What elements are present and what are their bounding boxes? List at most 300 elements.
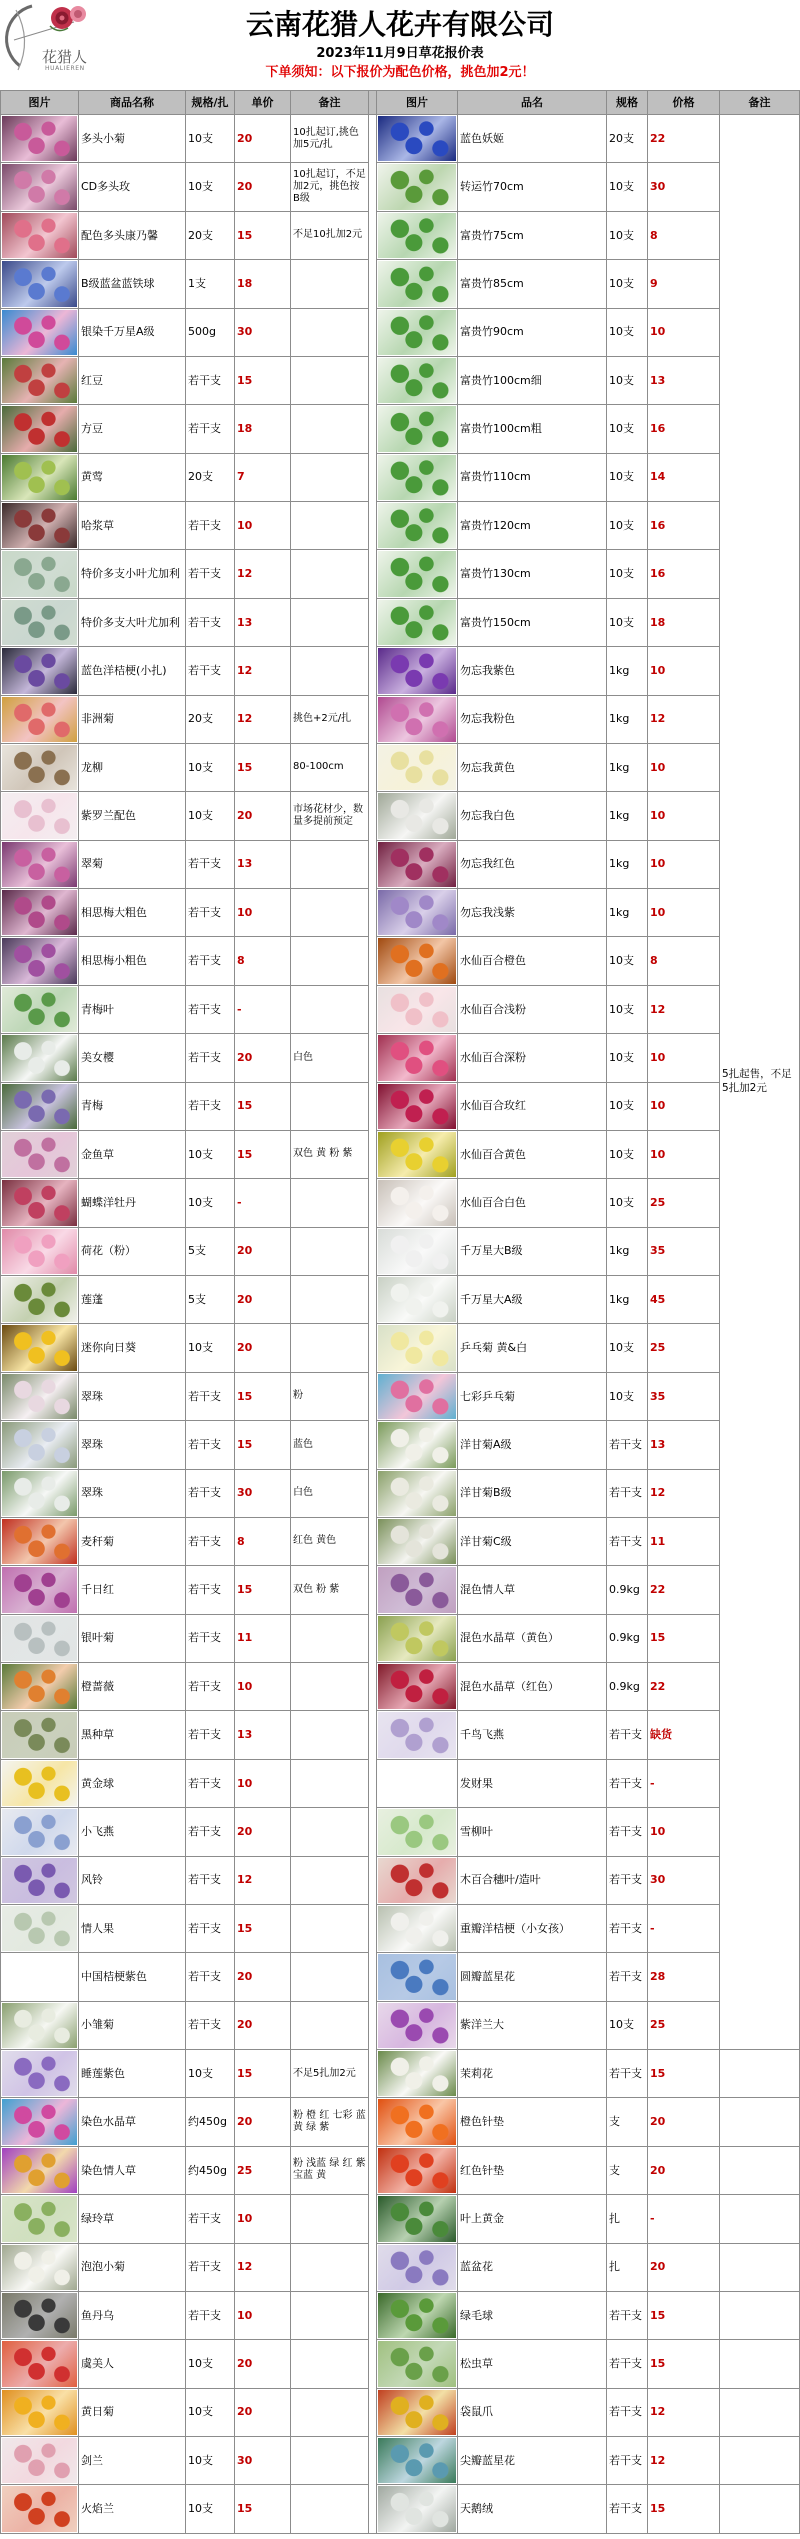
flower-photo (378, 1374, 456, 1419)
product-note (291, 2244, 368, 2291)
column-divider (369, 115, 376, 2533)
product-name: 水仙百合玫红 (458, 1083, 606, 1130)
product-note: 80-100cm (291, 744, 368, 791)
product-price: 15 (648, 2292, 719, 2339)
product-spec: 10支 (607, 309, 647, 356)
product-note (291, 2195, 368, 2242)
product-photo-cell (377, 1615, 457, 1662)
product-photo-cell (377, 2292, 457, 2339)
product-photo-cell (377, 357, 457, 404)
flower-photo (2, 1906, 77, 1951)
product-photo-cell (1, 2147, 78, 2194)
product-photo-cell (377, 115, 457, 162)
col-header-right-photo: 图片 (377, 91, 457, 114)
product-spec: 10支 (607, 260, 647, 307)
flower-photo (378, 1954, 456, 1999)
product-spec: 若干支 (186, 986, 234, 1033)
product-price: 15 (648, 2485, 719, 2532)
flower-photo (378, 1664, 456, 1709)
product-note (291, 1663, 368, 1710)
product-price: 28 (648, 1953, 719, 2000)
product-spec: 10支 (607, 1373, 647, 1420)
flower-photo (378, 648, 456, 693)
flower-photo (378, 1325, 456, 1370)
product-note (291, 841, 368, 888)
product-photo-cell (377, 1373, 457, 1420)
product-photo-cell (1, 1034, 78, 1081)
product-note (291, 550, 368, 597)
product-spec: 约450g (186, 2098, 234, 2145)
flower-photo (2, 842, 77, 887)
order-notice: 下单须知：以下报价为配色价格，挑色加2元！ (265, 65, 535, 80)
product-photo-cell (1, 744, 78, 791)
product-photo-cell (377, 1760, 457, 1807)
product-name: 富贵竹75cm (458, 212, 606, 259)
product-name: 富贵竹130cm (458, 550, 606, 597)
product-spec: 1kg (607, 696, 647, 743)
product-name: 富贵竹100cm细 (458, 357, 606, 404)
product-spec: 10支 (607, 502, 647, 549)
product-name: 火焰兰 (79, 2485, 185, 2532)
flower-photo (378, 1180, 456, 1225)
col-header-right-name: 品名 (458, 91, 606, 114)
product-name: 水仙百合深粉 (458, 1034, 606, 1081)
product-spec: 支 (607, 2147, 647, 2194)
col-header-left-photo: 图片 (1, 91, 78, 114)
product-price: 12 (235, 647, 290, 694)
flower-photo (2, 164, 77, 209)
col-header-left-name: 商品名称 (79, 91, 185, 114)
product-price: 20 (235, 1953, 290, 2000)
flower-photo (2, 1374, 77, 1419)
product-photo-cell (377, 1711, 457, 1758)
product-spec: 20支 (186, 454, 234, 501)
product-price: 22 (648, 1663, 719, 1710)
product-photo-cell (1, 1083, 78, 1130)
product-spec: 若干支 (607, 1760, 647, 1807)
product-price: 30 (235, 309, 290, 356)
merged-note: 5扎起售，不足5扎加2元 (720, 115, 799, 2049)
product-price: 15 (648, 2050, 719, 2097)
flower-photo (378, 2051, 456, 2096)
product-note (291, 986, 368, 1033)
product-photo-cell (377, 2147, 457, 2194)
product-name: 千万星大A级 (458, 1276, 606, 1323)
flower-photo (2, 1519, 77, 1564)
product-spec: 10支 (186, 1324, 234, 1371)
product-note (291, 1324, 368, 1371)
flower-photo (2, 648, 77, 693)
product-photo-cell (377, 1179, 457, 1226)
product-spec: 20支 (186, 696, 234, 743)
product-note (291, 2292, 368, 2339)
product-price: 15 (235, 2050, 290, 2097)
product-spec: 若干支 (186, 889, 234, 936)
product-price: 22 (648, 115, 719, 162)
product-photo-cell (1, 1760, 78, 1807)
product-spec: 1支 (186, 260, 234, 307)
product-spec: 若干支 (607, 1857, 647, 1904)
col-header-divider (369, 91, 376, 114)
product-name: 绿玲草 (79, 2195, 185, 2242)
product-spec: 10支 (607, 1083, 647, 1130)
product-photo-cell (377, 1470, 457, 1517)
flower-photo (2, 503, 77, 548)
product-spec: 若干支 (186, 1760, 234, 1807)
product-name: 圆瓣蓝星花 (458, 1953, 606, 2000)
product-spec: 10支 (607, 937, 647, 984)
product-price: 10 (235, 2292, 290, 2339)
product-photo-cell (1, 986, 78, 1033)
product-name: 莲蓬 (79, 1276, 185, 1323)
flower-photo (378, 261, 456, 306)
product-price: 15 (648, 2340, 719, 2387)
product-photo-cell (1, 841, 78, 888)
product-photo-cell (377, 1857, 457, 1904)
product-name: 相思梅小粗色 (79, 937, 185, 984)
product-spec: 1kg (607, 889, 647, 936)
product-spec: 若干支 (186, 937, 234, 984)
product-price: 15 (235, 1421, 290, 1468)
flower-photo (2, 261, 77, 306)
product-photo-cell (1, 1953, 78, 2000)
product-spec: 20支 (186, 212, 234, 259)
product-photo-cell (377, 212, 457, 259)
product-note: 市场花材少，数量多提前预定 (291, 792, 368, 839)
product-note: 不足5扎加2元 (291, 2050, 368, 2097)
product-note (720, 2098, 799, 2145)
product-name: 特价多支小叶尤加利 (79, 550, 185, 597)
flower-photo (378, 213, 456, 258)
product-name: 千鸟飞燕 (458, 1711, 606, 1758)
product-note (720, 2050, 799, 2097)
flower-photo (378, 1616, 456, 1661)
product-spec: 10支 (607, 1034, 647, 1081)
flower-photo (378, 503, 456, 548)
product-photo-cell (1, 1615, 78, 1662)
flower-photo (378, 745, 456, 790)
flower-photo (2, 1229, 77, 1274)
product-note (291, 937, 368, 984)
product-price: 20 (235, 1034, 290, 1081)
product-photo-cell (1, 696, 78, 743)
company-title: 云南花猎人花卉有限公司 (245, 8, 554, 41)
product-spec: 若干支 (186, 1373, 234, 1420)
product-name: 雪柳叶 (458, 1808, 606, 1855)
product-spec: 10支 (186, 2437, 234, 2484)
product-name: 富贵竹100cm粗 (458, 405, 606, 452)
product-spec: 若干支 (607, 1470, 647, 1517)
product-price: 12 (235, 696, 290, 743)
col-header-right-spec: 规格 (607, 91, 647, 114)
product-note: 白色 (291, 1034, 368, 1081)
flower-photo (378, 1084, 456, 1129)
flower-photo (378, 2003, 456, 2048)
flower-photo (2, 2148, 77, 2193)
flower-photo (2, 1664, 77, 1709)
product-price: 15 (235, 1373, 290, 1420)
product-spec: 1kg (607, 1276, 647, 1323)
product-note (291, 1615, 368, 1662)
product-name: 七彩乒乓菊 (458, 1373, 606, 1420)
flower-photo (378, 2293, 456, 2338)
flower-photo (378, 793, 456, 838)
product-price: 25 (648, 1179, 719, 1226)
product-name: 勿忘我紫色 (458, 647, 606, 694)
product-note (291, 1711, 368, 1758)
product-spec: 10支 (607, 550, 647, 597)
product-price: 20 (235, 163, 290, 210)
product-spec: 若干支 (186, 2244, 234, 2291)
product-note (291, 2485, 368, 2532)
product-price: 11 (648, 1518, 719, 1565)
product-name: 黑种草 (79, 1711, 185, 1758)
logo-subtext: HUALIEREN (45, 65, 85, 72)
product-photo-cell (1, 889, 78, 936)
product-spec: 若干支 (607, 2050, 647, 2097)
product-note (291, 2002, 368, 2049)
product-price: 10 (235, 2195, 290, 2242)
product-photo-cell (1, 1276, 78, 1323)
product-name: 洋甘菊C级 (458, 1518, 606, 1565)
product-photo-cell (377, 2098, 457, 2145)
product-name: 翠菊 (79, 841, 185, 888)
product-name: 小飞燕 (79, 1808, 185, 1855)
product-spec: 若干支 (607, 2389, 647, 2436)
flower-photo (2, 358, 77, 403)
product-name: 水仙百合浅粉 (458, 986, 606, 1033)
product-name: 天鹅绒 (458, 2485, 606, 2532)
product-price: 10 (648, 1034, 719, 1081)
product-price: 20 (235, 1808, 290, 1855)
flower-photo (378, 2390, 456, 2435)
product-photo-cell (377, 2195, 457, 2242)
product-spec: 若干支 (186, 1808, 234, 1855)
product-note: 粉 (291, 1373, 368, 1420)
product-note (291, 309, 368, 356)
product-name: CD多头玫 (79, 163, 185, 210)
product-photo-cell (1, 2002, 78, 2049)
product-note: 白色 (291, 1470, 368, 1517)
product-price: 30 (648, 1857, 719, 1904)
product-name: 混色水晶草（红色） (458, 1663, 606, 1710)
flower-photo (2, 2051, 77, 2096)
product-name: 叶上黄金 (458, 2195, 606, 2242)
product-photo-cell (377, 744, 457, 791)
product-spec: 若干支 (186, 1566, 234, 1613)
product-spec: 若干支 (607, 2340, 647, 2387)
product-price: 8 (648, 937, 719, 984)
product-note (720, 2437, 799, 2484)
flower-photo (378, 1567, 456, 1612)
flower-photo (378, 697, 456, 742)
flower-photo (2, 2003, 77, 2048)
product-note (720, 2195, 799, 2242)
product-photo-cell (1, 1324, 78, 1371)
flower-photo (2, 551, 77, 596)
product-note (720, 2389, 799, 2436)
product-price: 14 (648, 454, 719, 501)
product-photo-cell (377, 2050, 457, 2097)
product-photo-cell (377, 937, 457, 984)
flower-photo (378, 164, 456, 209)
product-name: 睡莲紫色 (79, 2050, 185, 2097)
product-spec: 若干支 (186, 1034, 234, 1081)
product-note: 10扎起订,挑色加5元/扎 (291, 115, 368, 162)
product-photo-cell (377, 647, 457, 694)
flower-photo (2, 987, 77, 1032)
flower-photo (378, 310, 456, 355)
product-name: 黄日菊 (79, 2389, 185, 2436)
product-price: 20 (235, 2098, 290, 2145)
product-name: 紫洋兰大 (458, 2002, 606, 2049)
product-photo-cell (377, 1953, 457, 2000)
product-name: 美女樱 (79, 1034, 185, 1081)
product-price: 8 (235, 937, 290, 984)
product-price: 10 (648, 1131, 719, 1178)
product-name: 松虫草 (458, 2340, 606, 2387)
product-note (291, 2437, 368, 2484)
product-spec: 10支 (186, 1131, 234, 1178)
flower-photo (2, 2099, 77, 2144)
product-price: 7 (235, 454, 290, 501)
product-price: 15 (235, 2485, 290, 2532)
flower-photo (378, 116, 456, 161)
product-spec: 若干支 (186, 502, 234, 549)
product-price: 12 (235, 550, 290, 597)
flower-photo (378, 1809, 456, 1854)
product-spec: 若干支 (186, 1421, 234, 1468)
product-name: 哈浆草 (79, 502, 185, 549)
flower-photo (2, 1084, 77, 1129)
flower-photo (2, 697, 77, 742)
product-name: 鱼丹乌 (79, 2292, 185, 2339)
product-name: 配色多头康乃馨 (79, 212, 185, 259)
product-spec: 若干支 (607, 1953, 647, 2000)
product-spec: 10支 (607, 212, 647, 259)
product-photo-cell (1, 2389, 78, 2436)
flower-photo (2, 2390, 77, 2435)
product-price: 12 (648, 1470, 719, 1517)
product-price: 15 (235, 744, 290, 791)
product-price: 15 (235, 357, 290, 404)
flower-photo (2, 1809, 77, 1854)
product-price: - (648, 2195, 719, 2242)
product-photo-cell (1, 647, 78, 694)
product-photo-cell (377, 1421, 457, 1468)
product-price: 15 (235, 1905, 290, 1952)
product-photo-cell (1, 550, 78, 597)
product-note: 粉 橙 红 七彩 蓝 黄 绿 紫 (291, 2098, 368, 2145)
product-price: 10 (235, 1663, 290, 1710)
product-photo-cell (1, 2340, 78, 2387)
product-spec: 若干支 (186, 1857, 234, 1904)
product-name: 荷花（粉） (79, 1228, 185, 1275)
product-name: 红豆 (79, 357, 185, 404)
product-name: 尖瓣蓝星花 (458, 2437, 606, 2484)
product-name: 剑兰 (79, 2437, 185, 2484)
product-photo-cell (1, 2244, 78, 2291)
product-note (291, 502, 368, 549)
flower-photo (2, 1132, 77, 1177)
price-sheet (0, 90, 800, 2534)
product-price: 8 (235, 1518, 290, 1565)
product-name: 富贵竹90cm (458, 309, 606, 356)
product-spec: 支 (607, 2098, 647, 2145)
product-photo-cell (1, 1663, 78, 1710)
product-price: 18 (235, 260, 290, 307)
product-price: 10 (648, 744, 719, 791)
product-spec: 10支 (186, 2389, 234, 2436)
product-price: 30 (648, 163, 719, 210)
product-photo-cell (377, 1808, 457, 1855)
product-price: 13 (648, 357, 719, 404)
product-photo-cell (377, 2340, 457, 2387)
product-name: 翠珠 (79, 1421, 185, 1468)
flower-photo (2, 406, 77, 451)
product-name: 迷你向日葵 (79, 1324, 185, 1371)
col-header-right-note: 备注 (720, 91, 799, 114)
product-price: 13 (235, 841, 290, 888)
product-photo-cell (1, 1857, 78, 1904)
flower-photo (378, 600, 456, 645)
product-spec: 若干支 (607, 2292, 647, 2339)
product-price: 15 (648, 1615, 719, 1662)
product-price: 35 (648, 1373, 719, 1420)
product-note (291, 1760, 368, 1807)
flower-photo (2, 1035, 77, 1080)
product-spec: 1kg (607, 792, 647, 839)
flower-photo (378, 455, 456, 500)
product-photo-cell (377, 1905, 457, 1952)
product-name: 相思梅大粗色 (79, 889, 185, 936)
product-photo-cell (1, 1566, 78, 1613)
product-price: 10 (235, 502, 290, 549)
product-photo-cell (377, 2244, 457, 2291)
product-name: 蝴蝶洋牡丹 (79, 1179, 185, 1226)
product-spec: 若干支 (186, 1083, 234, 1130)
flower-photo (2, 2341, 77, 2386)
product-price: 10 (648, 309, 719, 356)
flower-photo (2, 455, 77, 500)
product-spec: 10支 (607, 405, 647, 452)
product-note (291, 2389, 368, 2436)
col-header-right-price: 价格 (648, 91, 719, 114)
product-name: 富贵竹120cm (458, 502, 606, 549)
product-photo-cell (377, 1518, 457, 1565)
product-spec: 500g (186, 309, 234, 356)
product-price: 13 (235, 1711, 290, 1758)
product-note: 不足10扎加2元 (291, 212, 368, 259)
product-price: 35 (648, 1228, 719, 1275)
product-name: B级蓝盆蓝铁球 (79, 260, 185, 307)
product-photo-cell (1, 212, 78, 259)
product-name: 绿毛球 (458, 2292, 606, 2339)
product-price: - (648, 1760, 719, 1807)
product-price: 11 (235, 1615, 290, 1662)
flower-photo (378, 2341, 456, 2386)
product-spec: 若干支 (186, 1615, 234, 1662)
product-name: 发财果 (458, 1760, 606, 1807)
flower-photo (2, 793, 77, 838)
product-photo-cell (1, 1470, 78, 1517)
product-name: 洋甘菊B级 (458, 1470, 606, 1517)
product-price: 30 (235, 1470, 290, 1517)
flower-photo (378, 1422, 456, 1467)
flower-photo (378, 1471, 456, 1516)
product-spec: 扎 (607, 2244, 647, 2291)
product-note (291, 1953, 368, 2000)
